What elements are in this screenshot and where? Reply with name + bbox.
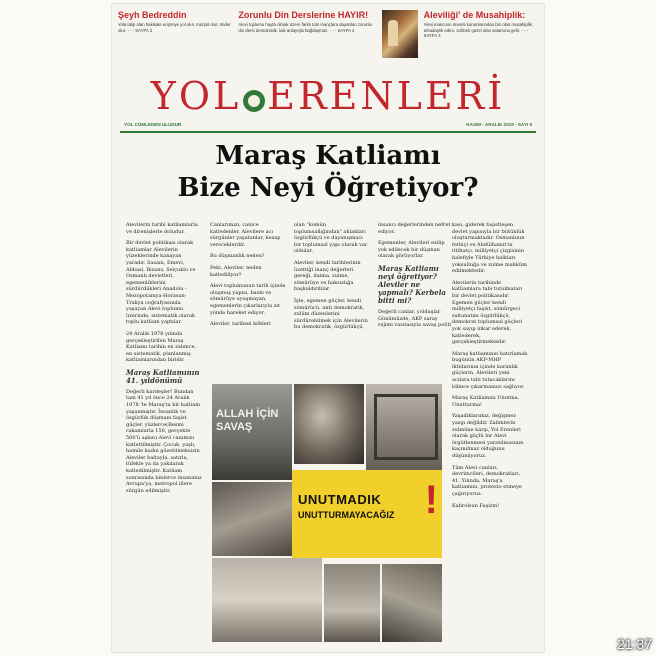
tagline: YOL CÜMLEDEN ULUDUR: [124, 122, 182, 127]
mourner-photo: [382, 564, 442, 642]
teaser-photo: [382, 10, 418, 58]
paragraph: Alevi toplumunun tarih içinde oluşmuş yapısı, baskı ve sömürüye uyuşmayan, egemenlerin çıkarlarıyla zıt yönde hareket ediyor.: [210, 283, 286, 316]
emblem-icon: [243, 90, 265, 112]
subheading: Maraş Katliamı neyi öğretiyor? Aleviler ne yapmalı? Kerbela bitti mi?: [378, 263, 446, 305]
crowd-photo: [212, 482, 292, 556]
remembrance-banner: [292, 470, 442, 558]
victim-photo: [324, 564, 380, 642]
paragraph: Kahrolsun Faşizm!: [452, 502, 500, 509]
teaser-title: Aleviliği' de Musahiplik:: [423, 10, 526, 20]
paragraph: Değerli kardeşler! Bundan tam 41 yıl önce 24 Aralık 1978 'te Maraş'ta bir katliam yaşanmıştır. İnsanlık ve özgürlük düşmanı faşist güçler, yüzlerce(Resmi rakamlarla 150, gerçekte 500'ü aşkın) Alevi canımızı katlettilmiştir. Çocuk, yaşlı, hamile kadın gözetilmeksizin Aleviler baltayla, satırla, tüfekle ya da yakılarak katledilmiştir. Katliam sonrasında binlerce insanımız Avrupa'ya, metropol illere sürgün edilmiştir.: [126, 388, 202, 494]
paragraph: Aleviler, tarihsel kökleri: [210, 321, 271, 328]
photo-collage: [212, 384, 442, 642]
exclamation-mark: !: [424, 478, 438, 522]
teaser-strip: [118, 10, 538, 66]
paragraph: Yaşadıklarımız, değişmez yazgı değildir. Zalimlerin zulmüne karşı, Yol Erenleri olarak güçlü bir Alevi örgütlenmesi yaratılmasının kaçınılmaz olduğunu düşünüyoruz.: [452, 413, 524, 459]
newspaper-page: [112, 4, 544, 652]
issue-info: KASIM - ARALIK 2019 - SAYI 5: [466, 122, 532, 127]
masthead: [112, 72, 544, 122]
masthead-rule: [120, 131, 536, 133]
column-5: [452, 222, 528, 514]
teaser-musahiplik: [424, 10, 538, 66]
teaser-text: Yola talip olan hakikate erişmiye yol olur, mürşid olur, önder olur. - - - SAYFA 3: [118, 22, 231, 33]
paragraph: Egemenler, Alevileri ezilip yok edilecek bir düşman olarak görüyorlar.: [378, 240, 445, 260]
street-photo: [212, 558, 322, 642]
headline-line-2: Bize Neyi Öğretiyor?: [177, 173, 479, 203]
column-4: [378, 222, 454, 334]
paragraph: Bir devlet politikası olarak katliamlar Alevilerin yüzeklerinde kanayan yaradır. Sasani, Emevi, Abbasi, Bizans, Selçuklu ve Osmanlı devletleri, egemenliklerini sürdürdükleri Anadolu -Mezopotamya-Horasan-Trakya coğrafyasında yaşayan Alevi toplumu üzerinde, sistematik olarak toplu katliam yaptılar.: [126, 240, 196, 326]
masthead-logo-left: YOL: [150, 74, 242, 118]
paragraph: Değerli canlar, yolduşlar Günümüzde, AKP saray rejimi vasıtasıyla savaş politi: [378, 308, 452, 329]
window-photo: [366, 384, 442, 480]
paragraph: Maraş Katliamını Unutma, Unutturma!: [452, 395, 520, 408]
paragraph: Peki, Aleviler, neden katlediliyor?: [210, 264, 262, 278]
graffiti-wall-photo: [212, 384, 292, 480]
paragraph: Alevilerin tarihi katliamlarla ve direnişlerle doludur.: [126, 222, 198, 235]
paragraph: Bu düşmanlık neden?: [210, 253, 265, 260]
column-2: [210, 222, 286, 333]
archive-photo: [294, 384, 364, 464]
paragraph: İşte, egemen güçler, kendi sömürücü, anti demokratik, zulüm düzenlerini sürdürebilmek için Alevilerin bu demokratik, özgürlükçü,: [294, 297, 368, 331]
teaser-title: Şeyh Bedreddin: [118, 10, 187, 20]
teaser-text: Alevi inancının önemli kurumlarından biri olan musahiplik, arkadaşlık eden, sohbeti güzel olan anlamına gelir. - - - SAYFA 3: [423, 22, 534, 39]
column-1: [126, 222, 202, 499]
graffiti-text: ALLAH İÇİN SAVAŞ: [216, 408, 279, 433]
paragraph: 24 Aralık 1978 yılında gerçekleştirilen Maraş Katliamı tarihin en zalımce, en sistematik, planlanmış katliamlarından biridir.: [126, 330, 197, 364]
teaser-title: Zorunlu Din Derslerine HAYIR!: [238, 10, 369, 20]
paragraph: Canlarımızı, canice katledenler, Alevilere acı sürgünler yaşatanlar, hesap vereceklerdir.: [210, 222, 281, 248]
paragraph: Tüm Alevi canları, devrimcileri, demokratları, 41. Yılında, Maraş'a katliamını, protesto etmeye çağırıyoruz.: [452, 464, 522, 497]
banner-line-1: UNUTMADIK: [298, 492, 382, 507]
paragraph: Aleviler, kendi tarihlerinin üzettiği inanç değerleri gereği, daima, zulme, sömürüye ve haksızlığa başkaldırdılar.: [294, 259, 361, 293]
paragraph: insancı değerlerinden nefret ediyor.: [378, 222, 451, 235]
paragraph: olan "komün toplumsallığından" ahlakları özgürlükçü ve dayanışmacı bir toplumsal yapı olarak var oldular.: [294, 222, 368, 255]
masthead-logo-right: ERENLERİ: [267, 74, 506, 118]
timestamp-overlay: 21:37: [616, 636, 652, 652]
page-headline: [112, 140, 544, 204]
banner-line-2: UNUTTURMAYACAĞIZ: [298, 510, 395, 520]
paragraph: Alevilerin tarihinde katliamlara tabi tutulmaları bir devlet politikasıdır. Egemen güçler kendi milliyetçi faşist, sömürgeci saltanatını özgürlükçü, demokrat toplumsal güçleri yok sayıp inkar ederek, katlederek, gerçekleştirmektedir.: [452, 279, 523, 346]
teaser-din-dersleri: [238, 10, 375, 66]
headline-line-1: Maraş Katliamı: [215, 141, 441, 171]
column-3: [294, 222, 370, 336]
paragraph: Maraş katliamının hatırlamak bugünün AKP-MHP iktidarının içinde karanlık güçlerin, Alevileri yeni acılara tabi tutacaklarını bilince çıkarmamızı sağlıyor.: [452, 350, 528, 390]
teaser-seyh-bedreddin: [118, 10, 232, 66]
teaser-text: Alevi toplumu hayta olmak üzere farklı tüm inançlara dayatılan zorunlu din dersi demokratik, laik anlayışla bağdaşmaz. - - - SAYFA 2: [238, 22, 372, 33]
subheading: Maraş Katliamının 41. yıldönümü: [126, 367, 200, 385]
paragraph: kası, giderek faşistleşen devlet yapısıyla bir bütünlük oluşturmaktadır. Osmanlının fethiçi ve Abdülhamit'in ittihatçı, milliyetçi çizgisinin halefiyle Türkiye halkları yoksulluğa ve zulme mahkûm edilmektedir.: [452, 222, 527, 275]
